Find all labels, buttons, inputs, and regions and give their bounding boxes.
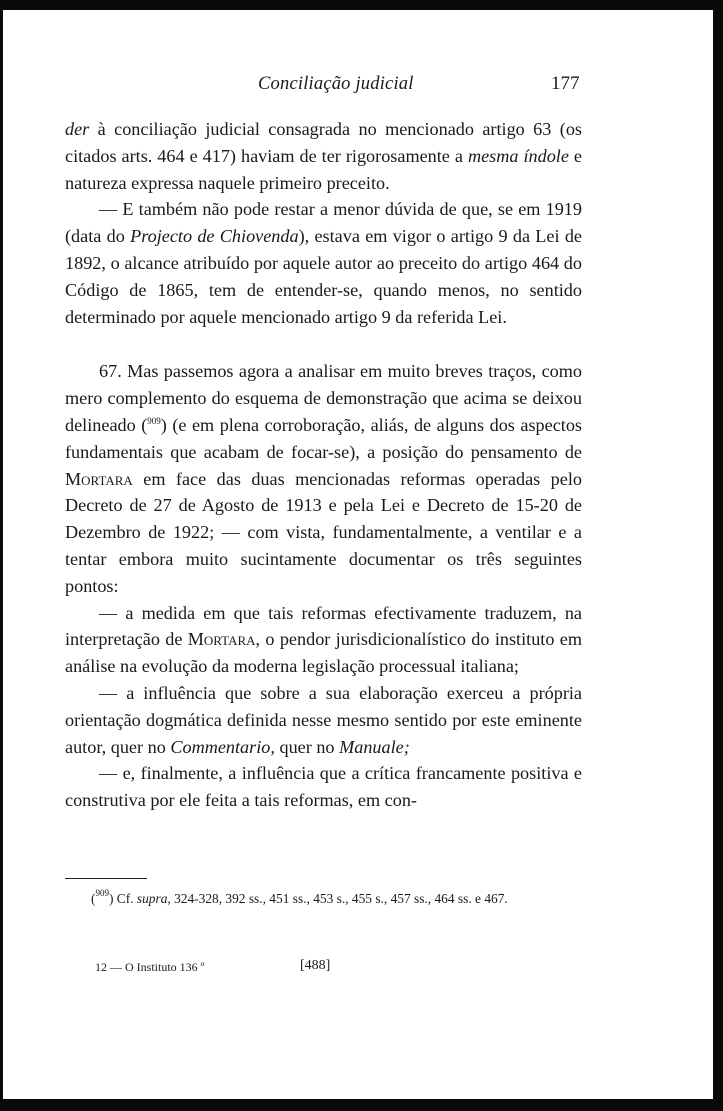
paragraph-67: 67. Mas passemos agora a analisar em muito breves traços, como mero complemento do esquema de demonstração que acima se deixou delineado ($^{909}$) (e em plena corroboração, aliás, de alguns dos aspectos fundamentais que acabam de focar-se), a posição do pensamento de Mortara em face das duas mencionadas reformas operadas pelo Decreto de 27 de Agosto de 1913 e pela Lei e Decreto de 15-20 de Dezembro de 1922; — com vista, fundamentalmente, a ventilar e a tentar embora muito sucintamente documentar os três seguintes pontos: <box>65 361 582 596</box>
list-point-2: — a influência que sobre a sua elaboração exerceu a própria orientação dogmática definida nesse mesmo sentido por este eminente autor, quer no Commentario, quer no Manuale; <box>65 682 582 757</box>
author-name: Mortara <box>65 468 133 489</box>
page-body <box>65 116 582 814</box>
list-point-1: — a medida em que tais reformas efectivamente traduzem, na interpretação de Mortara, o pendor jurisdicionalístico do instituto em análise na evolução da moderna legislação processual italiana; <box>65 602 582 677</box>
scan-border-bottom <box>0 1099 723 1111</box>
folio-number: [488] <box>300 958 331 973</box>
author-name: Mortara <box>187 629 256 650</box>
scan-border-left <box>0 0 3 1111</box>
scan-border-right <box>713 0 723 1111</box>
footnote-rule <box>65 878 147 879</box>
page-number: 177 <box>551 73 580 94</box>
section-gap <box>65 330 582 358</box>
paragraph-2: — E também não pode restar a menor dúvida de que, se em 1919 (data do Projecto de Chiovenda), estava em vigor o artigo 9 da Lei de 1892, o alcance atribuído por aquele autor ao preceito do artigo 464 do Código de 1865, tem de entender-se, quando menos, no sentido determinado por aquele mencionado artigo 9 da referida Lei. <box>65 199 582 327</box>
footnote-number: 909 <box>95 888 109 898</box>
footnote: ($^{909}$) Cf. supra, 324-328, 392 ss., 451 ss., 453 s., 455 s., 457 ss., 464 ss. e 467. <box>91 888 508 906</box>
running-title: Conciliação judicial <box>258 74 414 94</box>
paragraph-1: der à conciliação judicial consagrada no mencionado artigo 63 (os citados arts. 464 e 417) haviam de ter rigorosamente a mesma índole e natureza expressa naquele primeiro preceito. <box>65 119 582 193</box>
list-point-3: — e, finalmente, a influência que a crítica francamente positiva e construtiva por ele feita a tais reformas, em con- <box>65 763 582 811</box>
footnote-reference: 909 <box>147 415 161 426</box>
scan-border-top <box>0 0 723 10</box>
printer-signature-mark: 12 — O Instituto 136 º <box>95 960 205 974</box>
